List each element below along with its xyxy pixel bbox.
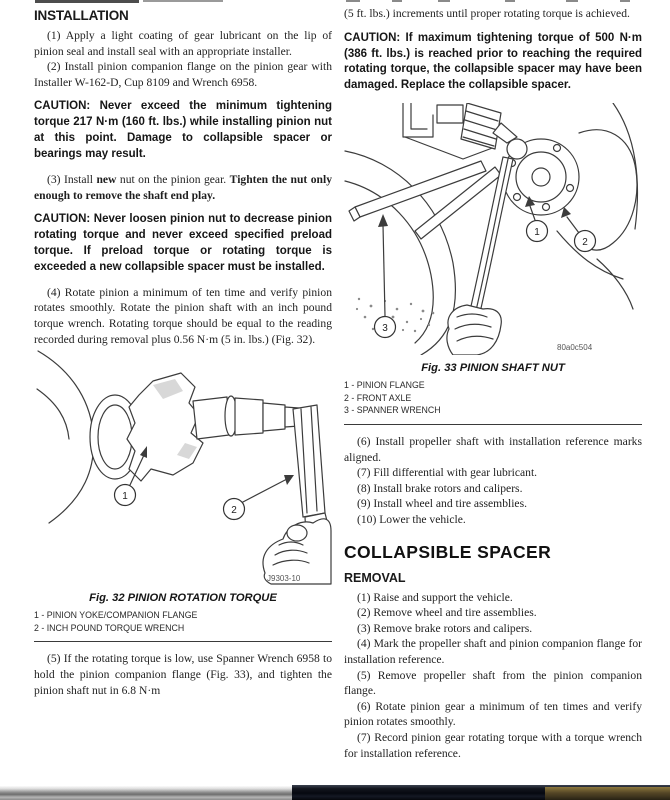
step-3-text: nut on the pinion gear. xyxy=(116,173,230,186)
fig33-caption: Fig. 33 PINION SHAFT NUT xyxy=(421,362,565,375)
fig32-drawing xyxy=(34,347,332,585)
caution-1: CAUTION: Never exceed the minimum tightening torque 217 N·m (160 ft. lbs.) while installing pinion nut at this point. Damage to collapsible spacer or bearings may result. xyxy=(34,100,332,161)
step-1: (1) Apply a light coating of gear lubricant on the lip of pinion seal and install seal with an appropriate installer. xyxy=(34,29,332,58)
installation-heading: INSTALLATION xyxy=(34,8,129,23)
caution-2: CAUTION: Never loosen pinion nut to decrease pinion rotating torque and never exceed specified preload torque. If preload torque or rotating torque is exceeded a new collapsible spacer must be installed. xyxy=(34,213,332,273)
clipped-text-remnant xyxy=(438,0,450,2)
fig32-caption: Fig. 32 PINION ROTATION TORQUE xyxy=(89,592,277,605)
fig33-callout-1-label: 1 xyxy=(534,227,540,239)
fig32-code: J9303-10 xyxy=(267,574,301,584)
legend-divider xyxy=(344,424,642,425)
fig33-legend-3: 3 - SPANNER WRENCH xyxy=(344,405,441,416)
removal-step-3: (3) Remove brake rotors and calipers. xyxy=(357,621,533,635)
clipped-text-remnant xyxy=(620,0,630,2)
removal-step-4: (4) Mark the propeller shaft and pinion companion flange for installation reference. xyxy=(344,637,642,666)
bottom-gray-scrollbar-edge xyxy=(0,786,292,800)
fig32-callout-2-label: 2 xyxy=(231,505,237,517)
left-column xyxy=(34,6,332,698)
fig33-legend-2: 2 - FRONT AXLE xyxy=(344,392,412,403)
fig32-legend-1: 1 - PINION YOKE/COMPANION FLANGE xyxy=(34,610,198,621)
clipped-text-remnant xyxy=(392,0,402,2)
clipped-text-remnant xyxy=(143,0,223,2)
clipped-text-remnant xyxy=(346,0,360,2)
step-3-bold-new: new xyxy=(96,173,117,186)
fig33-drawing xyxy=(344,103,642,355)
removal-step-7: (7) Record pinion gear rotating torque with a torque wrench for installation reference. xyxy=(344,730,642,760)
removal-step-1: (1) Raise and support the vehicle. xyxy=(357,590,513,604)
fig32-legend-2: 2 - INCH POUND TORQUE WRENCH xyxy=(34,622,185,633)
bottom-desktop-sliver xyxy=(545,787,670,800)
removal-heading: REMOVAL xyxy=(344,570,406,585)
step-5: (5) If the rotating torque is low, use Spanner Wrench 6958 to hold the pinion companion flange (Fig. 33), and tighten the pinion shaft nut in 6.8 N·m xyxy=(34,652,332,697)
fig32-callout-1-label: 1 xyxy=(122,491,128,503)
step-3-bold-sentence: Tighten the nut only enough to remove the shaft end play. xyxy=(34,173,333,202)
clipped-text-remnant xyxy=(505,0,515,2)
fig33-callout-2-label: 2 xyxy=(582,237,588,249)
fig33-callout-3-label: 3 xyxy=(382,323,388,335)
legend-divider xyxy=(34,641,332,642)
clipped-text-remnant xyxy=(566,0,578,2)
fig33-code: 80a0c504 xyxy=(557,343,593,353)
step-2: (2) Install pinion companion flange on the pinion gear with Installer W-162-D, Cup 8109 and Wrench 6958. xyxy=(34,60,332,89)
step-9: (9) Install wheel and tire assemblies. xyxy=(357,497,527,511)
step-8: (8) Install brake rotors and calipers. xyxy=(357,481,523,495)
fig33-legend-1: 1 - PINION FLANGE xyxy=(344,380,425,391)
step-4: (4) Rotate pinion a minimum of ten time and verify pinion rotates smoothly. Rotate the pinion shaft with an inch pound torque wrench. Rotating torque should be equal to the reading recorded during removal plus 0.56 N·m (5 in. lbs.) (Fig. 32). xyxy=(34,285,332,346)
caution-3: CAUTION: If maximum tightening torque of 500 N·m (386 ft. lbs.) is reached prior to reaching the required rotating torque, the collapsible spacer may have been damaged. Replace the collapsible spacer. xyxy=(344,31,642,92)
removal-step-5: (5) Remove propeller shaft from the pinion companion flange. xyxy=(344,668,642,698)
step-3 xyxy=(34,172,332,203)
clipped-text-remnant xyxy=(35,0,139,3)
step-5-continuation: (5 ft. lbs.) increments until proper rotating torque is achieved. xyxy=(344,7,630,20)
removal-step-6: (6) Rotate pinion gear a minimum of ten times and verify pinion rotates smoothly. xyxy=(344,699,642,729)
figure-32 xyxy=(34,347,332,585)
removal-step-2: (2) Remove wheel and tire assemblies. xyxy=(357,606,537,620)
step-7: (7) Fill differential with gear lubricant. xyxy=(357,466,538,480)
figure-33 xyxy=(344,103,642,355)
step-6: (6) Install propeller shaft with installation reference marks aligned. xyxy=(344,435,642,464)
right-column xyxy=(344,6,642,761)
step-10: (10) Lower the vehicle. xyxy=(357,512,466,526)
collapsible-spacer-heading: COLLAPSIBLE SPACER xyxy=(344,541,552,562)
step-3-text: (3) Install xyxy=(47,173,97,186)
